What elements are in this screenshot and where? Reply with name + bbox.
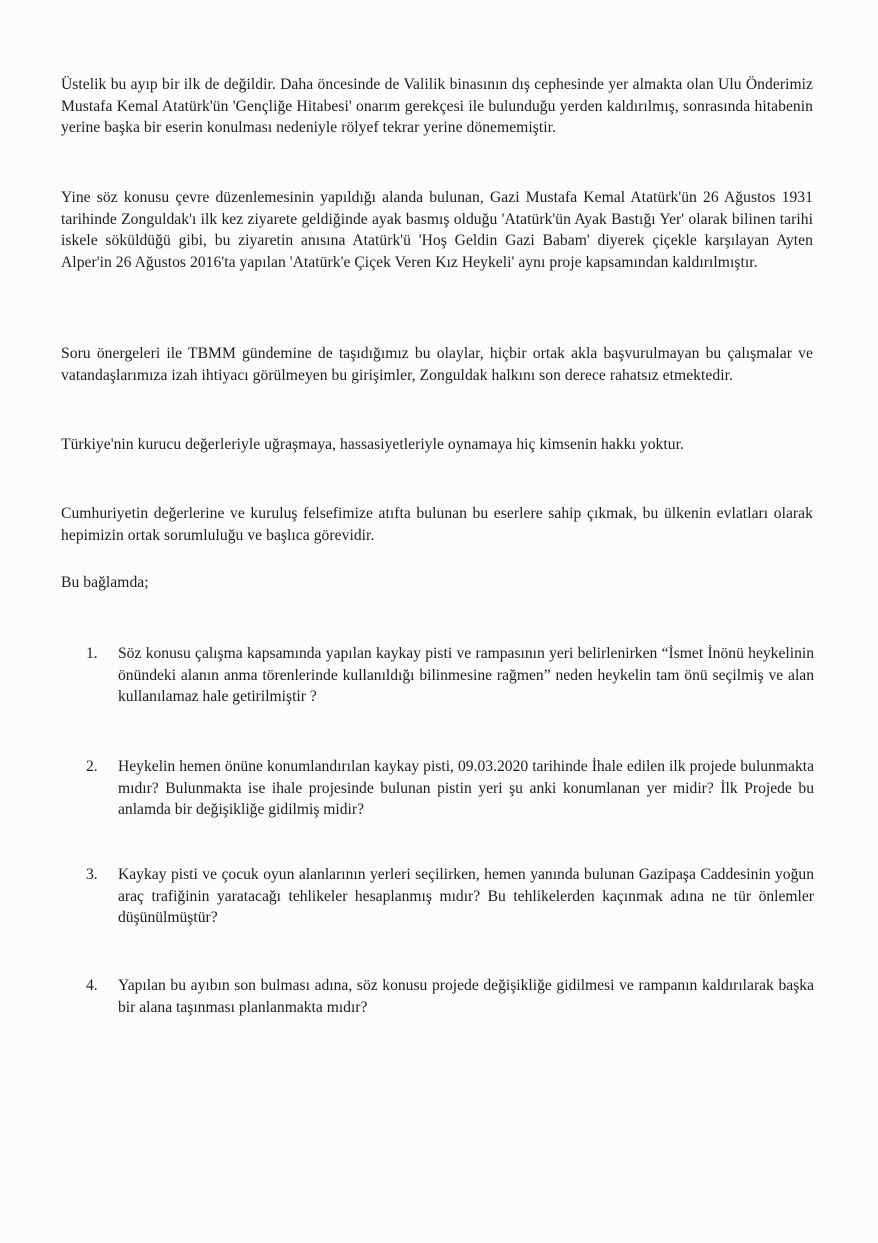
paragraph-founding-values: Türkiye'nin kurucu değerleriyle uğraşmaya, hassasiyetleriyle oynamaya hiç kimsenin hakkı yoktur. (61, 436, 684, 453)
question-item (86, 864, 814, 929)
question-item (86, 643, 814, 708)
question-text: Heykelin hemen önüne konumlandırılan kaykay pisti, 09.03.2020 tarihinde İhale edilen ilk projede bulunmakta mıdır? Bulunmakta ise ihale projesinde bulunan pistin yeri şu anki konumlanan yer midir? İlk Projede bu anlamda bir değişikliğe gidilmiş midir? (118, 758, 814, 819)
paragraph-in-this-context: Bu bağlamda; (61, 574, 149, 591)
question-number: 2. (86, 758, 98, 775)
question-number: 4. (86, 977, 98, 994)
question-text: Yapılan bu ayıbın son bulması adına, söz konusu projede değişikliğe gidilmesi ve rampanın kaldırılarak başka bir alana taşınması planlanmakta mıdır? (118, 977, 814, 1016)
question-item (86, 975, 814, 1018)
question-item (86, 756, 814, 821)
question-text: Kaykay pisti ve çocuk oyun alanlarının yerleri seçilirken, hemen yanında bulunan Gazipaşa Caddesinin yoğun araç trafiğinin yaratacağı tehlikeler hesaplanmış mıdır? Bu tehlikelerden kaçınmak adına ne tür önlemler düşünülmüştür? (118, 866, 814, 927)
paragraph-removed-monuments: Yine söz konusu çevre düzenlemesinin yapıldığı alanda bulunan, Gazi Mustafa Kemal Atatürk'ün 26 Ağustos 1931 tarihinde Zonguldak'ı ilk kez ziyarete geldiğinde ayak basmış olduğu 'Atatürk'ün Ayak Bastığı Yer' olarak bilinen tarihi iskele söküldüğü gibi, bu ziyaretin anısına Atatürk'ü 'Hoş Geldin Gazi Babam' diyerek çiçekle karşılayan Ayten Alper'in 26 Ağustos 2016'ta yapılan 'Atatürk'e Çiçek Veren Kız Heykeli' aynı proje kapsamından kaldırılmıştır. (61, 189, 813, 271)
paragraph-shared-duty: Cumhuriyetin değerlerine ve kuruluş felsefimize atıfta bulunan bu eserlere sahip çıkmak, bu ülkenin evlatları olarak hepimizin ortak sorumluluğu ve başlıca görevidir. (61, 505, 813, 544)
question-number: 1. (86, 645, 98, 662)
paragraph-previous-incident: Üstelik bu ayıp bir ilk de değildir. Daha öncesinde de Valilik binasının dış cephesinde yer almakta olan Ulu Önderimiz Mustafa Kemal Atatürk'ün 'Gençliğe Hitabesi' onarım gerekçesi ile bulunduğu yerden kaldırılmış, sonrasında hitabenin yerine başka bir eserin konulması nedeniyle rölyef tekrar yerine dönememiştir. (61, 76, 813, 137)
question-number: 3. (86, 866, 98, 883)
question-text: Söz konusu çalışma kapsamında yapılan kaykay pisti ve rampasının yeri belirlenirken “İsmet İnönü heykelinin önündeki alanın anma törenlerinde kullanıldığı bilinmesine rağmen” neden heykelin tam önü seçilmiş ve alan kullanılamaz hale getirilmiştir ? (118, 645, 814, 706)
paragraph-public-concern: Soru önergeleri ile TBMM gündemine de taşıdığımız bu olaylar, hiçbir ortak akla başvurulmayan bu çalışmalar ve vatandaşlarımıza izah ihtiyacı görülmeyen bu girişimler, Zonguldak halkını son derece rahatsız etmektedir. (61, 345, 813, 384)
